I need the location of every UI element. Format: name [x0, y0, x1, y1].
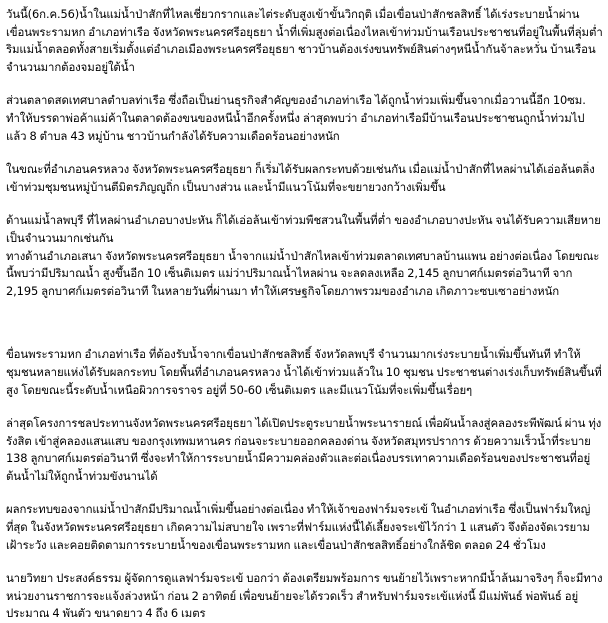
paragraph-crocodile-farm: ผลกระทบของจากแม่น้ำป่าสักมีปริมาณน้ำเพิ่มขึ้นอย่างต่อเนื่อง ทำให้เจ้าของฟาร์มจระเข้ ในอำเภอท่าเรือ ซึ่งเป็นฟาร์มใหญ่ที่สุด ในจังหวัดพระนครศรีอยุธยา เกิดความไม่สบายใจ เพราะที่ฟาร์มแห่งนี้ได้เลี้ยงจระเข้ไว้กว่า 1 แสนตัว จึงต้องจัดเวรยามเฝ้าระวัง และคอยติดตามการระบายน้ำของเขื่อนพระรามหก และเขื่อนป่าสักชลสิทธิ์อย่างใกล้ชิด ตลอด 24 ชั่วโมง: [6, 502, 591, 552]
paragraph-sena-district: ทางด้านอำเภอเสนา จังหวัดพระนครศรีอยุธยา น้ำจากแม่น้ำป่าสักไหลเข้าท่วมตลาดเทศบาลบ้านแพน อย่างต่อเนื่อง โดยขณะนี้พบว่ามีปริมาณน้ำ สูงขึ้นอีก 10 เซ็นติเมตร แม่ว่าปริมาณน้ำไหลผ่าน จะลดลงเหลือ 2,145 ลูกบาศก์เมตรต่อวินาที จาก 2,195 ลูกบาศก์เมตรต่อวินาที ในหลายวันที่ผ่านมา ทำให้เศรษฐกิจโดยภาพรวมของอำเภอ เกิดภาวะซบเซาอย่างหนัก: [6, 248, 600, 298]
section-gap: [6, 316, 604, 346]
paragraph-flood-overview: วันนี้(6ก.ค.56)น้ำในแม่น้ำป่าสักที่ไหลเชี่ยวกรากและไต่ระดับสูงเข้าขั้นวิกฤติ เมื่อเขื่อนป่าสักชลสิทธิ์ ได้เร่งระบายน้ำผ่านเขื่อนพระรามหก อำเภอท่าเรือ จังหวัดพระนครศรีอยุธยา น้ำที่เพิ่มสูงต่อเนื่องไหลเข้าท่วมบ้านเรือนประชาชนที่อยู่ในพื้นที่ลุ่มต่ำริมแม่น้ำตลอดทั้งสายเริ่มตั้งแต่อำเภอเมืองพระนครศรีอยุธยา ชาวบ้านต้องเร่งขนทรัพย์สินต่างๆหนีน้ำกันจ้าละหวั่น บ้านเรือนจำนวนมากต้องจมอยู่ใต้น้ำ: [6, 7, 603, 74]
paragraph-rama-six-dam: ขื่อนพระรามหก อำเภอท่าเรือ ที่ต้องรับน้ำจากเขื่อนป่าสักชลสิทธิ์ จังหวัดลพบุรี จำนวนมากเร่งระบายน้ำเพิ่มขึ้นทันที ทำให้ชุมชนหลายแห่งได้รับผลกระทบ โดยพื้นที่อำเภอนครหลวง น้ำได้เข้าท่วมแล้วใน 10 ชุมชน ประชาชนต่างเร่งเก็บทรัพย์สินขึ้นที่สูง โดยขณะนี้ระดับน้ำเหนือผิวการจราจร อยู่ที่ 50-60 เซ็นติเมตร และมีแนวโน้มที่จะเพิ่มขึ้นเรื่อยๆ: [6, 347, 602, 397]
paragraph-tha-ruea-market: ส่วนตลาดสดเทศบาลตำบลท่าเรือ ซึ่งถือเป็นย่านธุรกิจสำคัญของอำเภอท่าเรือ ได้ถูกน้ำท่วมเพิ่มขึ้นจากเมื่อวานนี้อีก 10ซม. ทำให้บรรดาพ่อค้าแม่ค้าในตลาดต้องขนของหนีน้ำอีกครั้งหนึ่ง ล่าสุดพบว่า อำเภอท่าเรือมีบ้านเรือนประชาชนถูกน้ำท่วมไปแล้ว 8 ตำบล 43 หมู่บ้าน ชาวบ้านกำลังได้รับความเดือดร้อนอย่างหนัก: [6, 93, 586, 143]
paragraph-lopburi-river: ด้านแม่น้ำลพบุรี ที่ไหลผ่านอำเภอบางปะหัน ก็ได้เอ่อล้นเข้าท่วมพืชสวนในพื้นที่ต่ำ ของอำเภอบางปะหัน จนได้รับความเสียหายเป็นจำนวนมากเช่นกัน: [6, 213, 601, 245]
paragraph-nakhon-luang: ในขณะที่อำเภอนครหลวง จังหวัดพระนครศรีอยุธยา ก็เริ่มได้รับผลกระทบด้วยเช่นกัน เมื่อแม่น้ำป่าสักที่ไหลผ่านได้เอ่อล้นตลิ่ง เข้าท่วมชุมชนหมู่บ้านตีมิตรภิญญูถิ่ก เป็นบางส่วน และน้ำมีแนวโน้มที่จะขยายวงกว้างเพิ่มขึ้น: [6, 162, 595, 194]
paragraph-farm-manager: นายวิทยา ประสงค์ธรรม ผู้จัดการดูแลฟาร์มจระเข้ บอกว่า ต้องเตรียมพร้อมการ ขนย้ายไว้เพราะหากมีน้ำล้นมาจริงๆ ก็จะมีทางหน่วยงานราชการจะแจ้งล่วงหน้า ก่อน 2 อาทิตย์ เพื่อขนย้ายจะได้รวดเร็ว สำหรับฟาร์มจระเข้แห่งนี้ มีแม่พันธ์ พ่อพันธ์ อยู่ประมาณ 4 พันตัว ขนาดยาว 4 ถึง 6 เมตร: [6, 571, 603, 621]
paragraph-irrigation-project: ล่าสุดโครงการชลประทานจังหวัดพระนครศรีอยุธยา ได้เปิดประตูระบายน้ำพระนารายณ์ เพื่อผันน้ำลงสู่คลองระพีพัฒน์ ผ่าน ทุ่งรังสิต เข้าสู่คลองแสนแสบ ของกรุงเทพมหานคร ก่อนจะระบายออกคลองด่าน จังหวัดสมุทรปราการ ด้วยความเร็วน้ำที่ระบาย 138 ลูกบาศก์เมตรต่อวินาที ซึ่งจะทำให้การระบายน้ำมีความคล่องตัวและต่อเนื่องบรรเทาความเดือดร้อนของประชาชนที่อยู่ต้นน้ำไม่ให้ถูกน้ำท่วมขังนานได้: [6, 416, 602, 483]
